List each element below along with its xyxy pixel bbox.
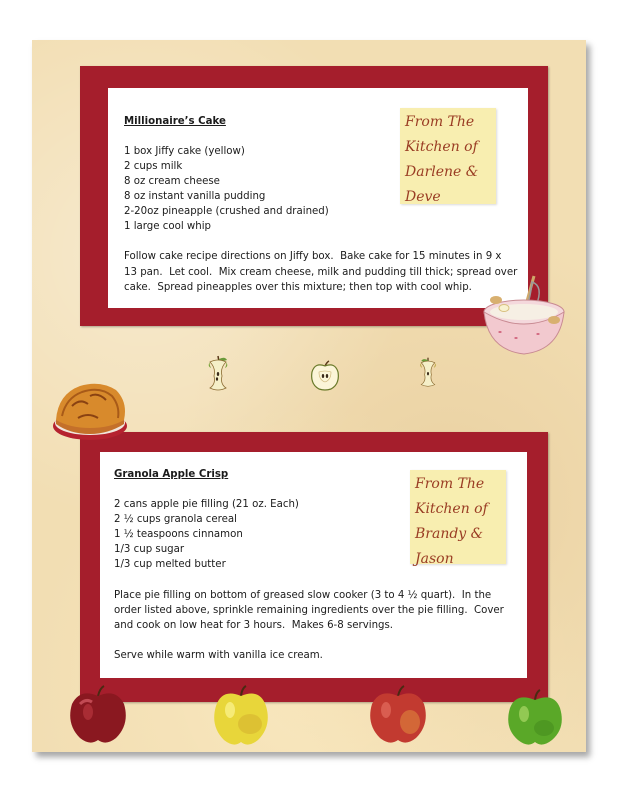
direction-line: cake. Spread pineapples over this mixture; then top with cool whip.: [124, 282, 472, 293]
note-line: Jason: [415, 551, 454, 567]
apple-core-icon: [416, 356, 440, 388]
ingredient-line: 1/3 cup sugar: [114, 544, 185, 555]
ingredient-line: 1/3 cup melted butter: [114, 559, 226, 570]
note-line: From The: [405, 114, 475, 130]
ingredient-line: 2 ½ cups granola cereal: [114, 514, 237, 525]
serving-note: Serve while warm with vanilla ice cream.: [114, 650, 323, 661]
note-line: Darlene &: [405, 164, 479, 180]
note-line: Brandy &: [415, 526, 484, 542]
red-apple-icon: [366, 684, 430, 746]
note-line: Kitchen of: [405, 139, 478, 155]
kitchen-note-1: [400, 108, 496, 204]
ingredient-line: 1 large cool whip: [124, 221, 211, 232]
recipe-title-2: Granola Apple Crisp: [114, 469, 229, 480]
note-line: Kitchen of: [415, 501, 488, 517]
ingredient-line: 1 box Jiffy cake (yellow): [124, 146, 245, 157]
direction-line: and cook on low heat for 3 hours. Makes 6-8 servings.: [114, 620, 394, 631]
apple-half-icon: [309, 360, 341, 392]
recipe-title-1: Millionaire’s Cake: [124, 116, 226, 127]
direction-line: Place pie filling on bottom of greased slow cooker (3 to 4 ½ quart). In the: [114, 590, 492, 601]
ingredient-line: 2 cans apple pie filling (21 oz. Each): [114, 499, 299, 510]
yellow-apple-icon: [210, 684, 272, 748]
ingredient-line: 1 ½ teaspoons cinnamon: [114, 529, 243, 540]
mixing-bowl-icon: [474, 272, 574, 362]
note-line: Deve: [405, 189, 441, 205]
direction-line: 13 pan. Let cool. Mix cream cheese, milk and pudding till thick; spread over: [124, 267, 518, 278]
ingredient-line: 8 oz cream cheese: [124, 176, 220, 187]
ingredient-line: 8 oz instant vanilla pudding: [124, 191, 266, 202]
note-line: From The: [415, 476, 485, 492]
kitchen-note-2: [410, 470, 506, 567]
direction-line: Follow cake recipe directions on Jiffy box. Bake cake for 15 minutes in 9 x: [124, 251, 502, 262]
red-apple-icon: [66, 684, 130, 746]
ingredient-line: 2 cups milk: [124, 161, 183, 172]
apple-core-icon: [205, 354, 231, 392]
apple-pie-icon: [50, 376, 130, 446]
ingredient-line: 2-20oz pineapple (crushed and drained): [124, 206, 329, 217]
green-apple-icon: [504, 688, 566, 748]
direction-line: order listed above, sprinkle remaining ingredients over the pie filling. Cover: [114, 605, 504, 616]
